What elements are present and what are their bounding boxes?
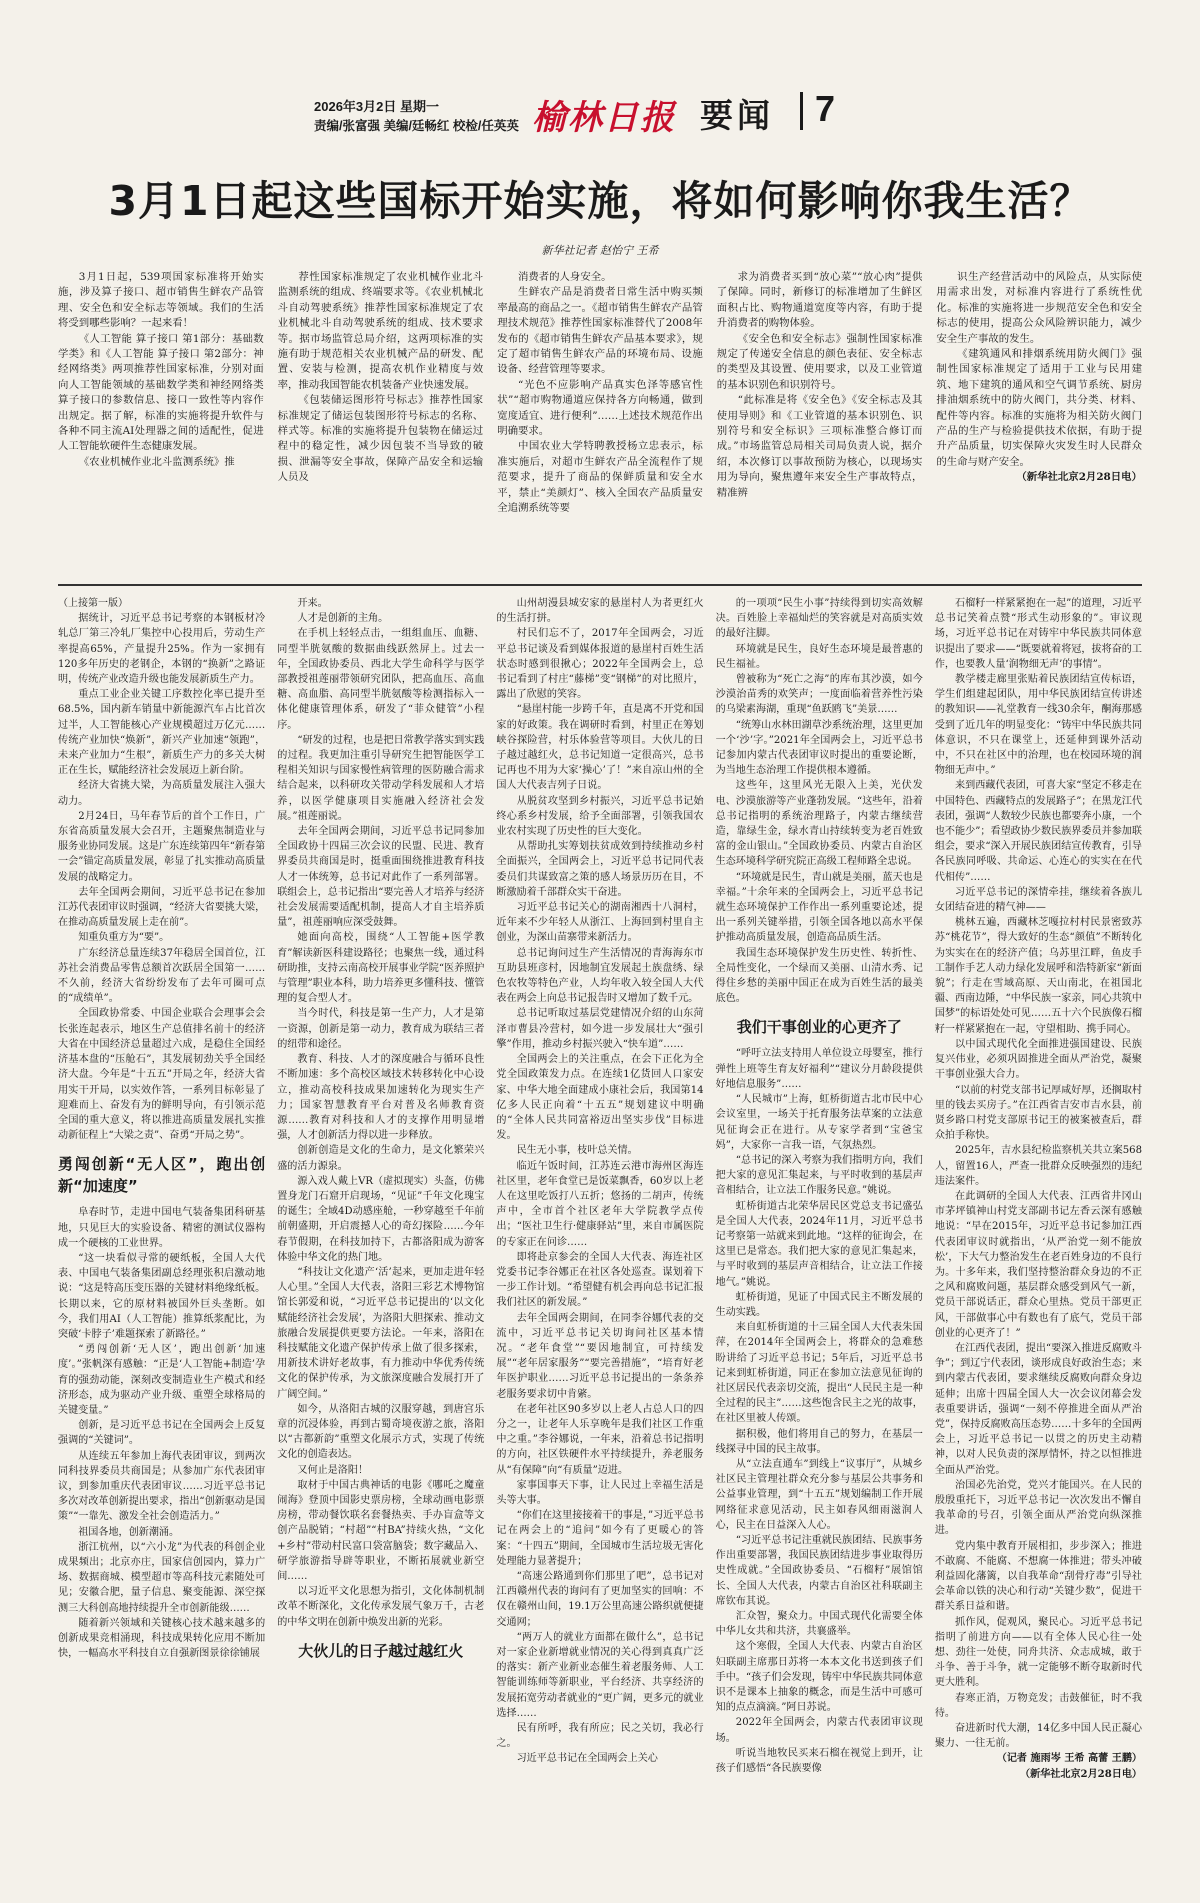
top-column-2 (278, 270, 484, 572)
paragraph: 以中国式现代化全面推进强国建设、民族复兴伟业，必须巩固推进全面从严治党，凝聚干事创业强大合力。 (934, 1038, 1143, 1081)
paragraph: 在老年社区90多岁以上老人占总人口的四分之一，让老年人乐享晚年是我们社区工作重中之重。”李谷娜说，一年来，沿着总书记指明的方向，社区铁硬件水平持续提升，养老服务从“有保障”向“有质量”迈进。 (496, 1403, 704, 1476)
bottom-column-5 (935, 596, 1142, 1886)
bottom-article-columns (58, 596, 1142, 1886)
paragraph: 阜春时节，走进中国电气装备集团科研基地，只见巨大的实验设备、精密的测试仪器构成一个硬核的工业世界。 (58, 1207, 266, 1249)
subheading-innovation: 勇闯创新“无人区”，跑出创新“加速度” (58, 1155, 266, 1196)
paragraph: 总书记询问过生产生活情况的青海海东市互助县班彦村，因地制宜发展起土族盘绣、绿色农牧等特色产业，人均年收入较全国人大代表在两会上向总书记报告时又增加了数千元。 (496, 947, 704, 1005)
paragraph: 人才是创新的主角。 (297, 613, 389, 625)
section-title: 要闻 (700, 97, 774, 134)
paragraph: 知重负重方为“要”。 (78, 932, 170, 944)
bottom-column-5-text-b (935, 1083, 1142, 1752)
paragraph: 来到西藏代表团，可喜大家“坚定不移走在中国特色、西藏特点的发展路子”；在黑龙江代表团，强调“人数较少民族也都要奔小康，一个也不能少”；看望政协少数民族界委员并参加联组会，要求“深入开展民族团结宣传教育，引导各民族同呼吸、共命运、心连心的实实在在代代相传”…… (934, 780, 1143, 883)
paragraph: 习近平总书记的深情牵挂，继续着各族儿女团结奋进的精气神—— (934, 886, 1143, 914)
paragraph: 《农业机械作业北斗监测系统》推 (78, 455, 235, 468)
top-column-3 (497, 270, 703, 572)
bottom-column-4-text-a (716, 596, 923, 1006)
paragraph: 生鲜农产品是消费者日常生活中购买频率最高的商品之一。《超市销售生鲜农产品管理技术规范》推荐性国家标准替代了2008年发布的《超市销售生鲜农产品基本要求》，规定了超市销售生鲜农产品的环境布局、设施设备、经营管理等要求。 (497, 286, 703, 376)
bottom-column-1-text-a (58, 611, 265, 1143)
paragraph: 从帮助扎实筹划扶贫成效到持续推动乡村全面振兴，全国两会上，习近平总书记同代表委员们共谋致富之策的感人场景历历在目，不断激励着千部群众实干奋进。 (496, 841, 704, 898)
paragraph: 去年全国两会期间，习近平总书记在参加江苏代表团审议时强调，“经济大省要挑大梁，在推动高质量发展上走在前”。 (58, 886, 266, 929)
paragraph: 源入戏人戴上VR（虚拟现实）头盔，仿佛置身龙门石窟开启现场，“见证”千年文化瑰宝的诞生；全域4D动感座舱，一秒穿越至千年前前朝盛期，开启震撼人心的奇幻探险……今年春节假期，在科技加持下，古都洛阳成为游客体验中华文化的热门地。 (277, 1175, 485, 1263)
paragraph: 虹桥街道古北荣华居民区党总支书记盛弘是全国人大代表，2024年11月，习近平总书记考察第一站就来到此地。“这样的征询会，在这里已是常态。我们把大家的意见汇集起来，与平时收到的基层声音相结合，让立法工作接地气。”姚说。 (715, 1200, 923, 1288)
top-signoff: （新华社北京2月28日电） (1016, 471, 1142, 484)
paragraph: 2022年全国两会，内蒙古代表团审议现场。 (715, 1717, 923, 1744)
paragraph: 的一项项“民生小事”持续得到切实高效解决。百姓脸上幸福灿烂的笑容就是对高质实效的最好注脚。 (715, 598, 923, 640)
bottom-column-3-text (496, 596, 703, 1767)
paragraph: 《建筑通风和排烟系统用防火阀门》强制性国家标准规定了适用于工业与民用建筑、地下建筑的通风和空气调节系统、厨房排油烟系统中的防火阀门，共分类、材料、配件等内容。标准的实施将为相关防火阀门产品的生产与检验提供技术依据，有助于提升产品质量，切实保障火灾发生时人民群众的生命与财产安全。 (936, 348, 1142, 468)
paragraph: 据积极，他们将用自己的努力，在基层一线探寻中国的民主故事。 (715, 1428, 923, 1455)
paragraph: 去年全国两会期间，在同李谷娜代表的交流中，习近平总书记关切询问社区基本情况。“老年食堂”“要因地制宜，可持续发展”“老年居家服务”“要完善措施”，“培育好老年医护职业……习近平总书记提出的一条条养老服务要求切中肯綮。 (496, 1312, 704, 1400)
paragraph: “两万人的就业方面都在做什么”，总书记对一家企业新增就业情况的关心得到真真广泛的落实：新产业新业态催生着老服务师、人工智能训练师等新职业，平台经济、共享经济的发展拓宽劳动者就业的“更广阔，更多元的就业选择…… (496, 1631, 704, 1719)
paragraph: 教学楼走廊里张贴着民族团结宣传标语，学生们组建起团队，用中华民族团结宣传讲述的教知识——礼堂教育一线30余年，酮海那感受到了近几年的明显变化：“铸牢中华民族共同体意识，不只在课堂上，还延伸到课外活动中，不只在社区中的治理，也在校园环境的润物细无声中。” (934, 674, 1143, 777)
paragraph: 总书记听取过基层党建情况介绍的山东菏泽市曹县冷营村，如今进一步发展壮大“强引擎”作用，推动乡村振兴驶入“快车道”…… (496, 1008, 704, 1050)
paragraph: 临近午饭时间，江苏连云港市海州区海连社区里，老年食堂已是饭菜飘香，60岁以上老人在这里吃饭打八五折；悠扬的二胡声，传统声中，全市首个社区老年大学院教学点传出；“医社卫生行·健康驿站”里，来自市属医院的专家正在问诊…… (496, 1160, 704, 1248)
continuation-label: （上接第一版） (58, 598, 128, 609)
paragraph: 当今时代，科技是第一生产力，人才是第一资源，创新是第一动力，教育成为联结三者的纽带和途径。 (277, 1008, 485, 1050)
bottom-column-2-text (277, 596, 484, 1630)
paragraph: 石榴籽一样紧紧抱在一起”的道理，习近平总书记笑着点赞“形式生动形象的”。审议现场，习近平总书记在对铸牢中华民族共同体意识提出了要求——“既要就着将冠，拔将奋的工作，也要教人量‘润物细无声’的事情”。 (934, 598, 1143, 670)
paragraph: 中国农业大学特聘教授杨立忠表示，标准实施后，对超市生鲜农产品全流程作了规范要求，提升了商品的保鲜质量和安全水平，禁止“美颜灯”、核入全国农产品质量安全追溯系统等要 (497, 440, 703, 515)
paragraph: “研发的过程，也是把日常教学落实到实践的过程。我更加注重引导研究生把智能医学工程相关知识与国家慢性病管理的医防融合需求结合起来，以科研攻关带动学科发展和人才培养，以医学健康项目实施融入经济社会发展。”祖莲丽说。 (277, 734, 485, 822)
paragraph: 奋进新时代大潮，14亿多中国人民正凝心聚力、一往无前。 (934, 1723, 1143, 1750)
section-divider (58, 584, 1142, 586)
paragraph: “人民城市”上海，虹桥街道古北市民中心会议室里，一场关于托育服务法草案的立法意见征询会正在进行。从专家学者到“宝爸宝妈”，大家你一言我一语，气氛热烈。 (715, 1094, 923, 1151)
paragraph: 全国政协常委、中国企业联合会理事会会长张连起表示，地区生产总值排名前十的经济大省在中国经济总量超过六成，是稳住全国经济基本盘的“压舱石”，其发展韧劲关乎全国经济大盘。今年是“十五五”开局之年，经济大省用实干开局，以实效作答，一系列目标彰显了迎难而上、奋发有为的鲜明导向，有引领示范全国的重大意义，将以推进高质量发展扎实推动新征程上“大梁之责”、奋勇“开局之势”。 (58, 1008, 266, 1142)
paragraph: 从脱贫攻坚到乡村振兴，习近平总书记始终心系乡村发展，给予全面部署，引领我国农业农村实现了历史性的巨大变化。 (496, 795, 704, 838)
article-headline: 3月1日起这些国标开始实施，将如何影响你我生活？ (108, 177, 1092, 225)
paragraph: 开来。 (297, 598, 328, 609)
paragraph: 抓作风，促观风，聚民心。习近平总书记指明了前进方向——以有全体人民心往一处想、劲往一处使，同舟共济、众志成城，敢于斗争、善于斗争，就一定能够不断夺取新时代更大胜利。 (934, 1616, 1143, 1689)
paragraph: 春寒正消，万物竞发；击鼓催征，时不我待。 (934, 1692, 1143, 1719)
paragraph: 我国生态环境保护发生历史性、转折性、全局性变化，一个绿而又美丽、山清水秀、记得住乡愁的美丽中国正在成为百姓生活的最美底色。 (715, 947, 923, 1005)
paragraph: 民生无小事，枝叶总关情。 (516, 1145, 638, 1157)
paragraph: 来自虹桥街道的十三届全国人大代表朱国萍，在2014年全国两会上，将群众的急难愁盼讲给了习近平总书记；5年后，习近平总书记来到虹桥街道，同正在参加立法意见征询的社区居民代表亲切交流，提出“人民民主是一种全过程的民主”……这些饱含民主之光的故事，在社区里被人传颂。 (715, 1322, 923, 1425)
paragraph: 识生产经营活动中的风险点，从实际使用需求出发，对标准内容进行了系统性优化。标准的实施将进一步规范安全色和安全标志的使用，提高公众风险辨识能力，减少安全生产事故的发生。 (936, 271, 1142, 345)
paragraph: 在江西代表团，提出“要深入推进反腐败斗争”；到辽宁代表团，谈形成良好政治生态；来到内蒙古代表团，要求继续反腐败向群众身边延伸；出席十四届全国人大一次会议闭幕会发表重要讲话，强调“一刻不停推进全面从严治党”，保持反腐败高压态势……十多年的全国两会上，习近平总书记一以贯之的历史主动精神，以对人民负责的深厚情怀，持之以恒推进全面从严治党。 (934, 1342, 1143, 1476)
subheading-prosperity: 大伙儿的日子越过越红火 (298, 1641, 464, 1660)
paragraph: 《安全色和安全标志》强制性国家标准规定了传递安全信息的颜色表征、安全标志的类型及其设置、使用要求，以及工业管道的基本识别色和识别符号。 (716, 332, 923, 391)
paragraph: 这个寒假，全国人大代表、内蒙古自治区妇联副主席那日苏将一本本文化书送到孩子们手中。“孩子们会发现，铸牢中华民族共同体意识不是课本上抽象的概念，而是生活中可感可知的点点滴滴。”阿日苏说。 (715, 1641, 923, 1714)
paragraph: 虹桥街道，见证了中国式民主不断发展的生动实践。 (715, 1291, 923, 1318)
paragraph: 山州胡漫县城安家的悬崖村人为者更红火的生活打拼。 (496, 598, 704, 625)
paragraph: “统筹山水林田湖草沙系统治理，这里更加一个‘沙’字。”2021年全国两会上，习近平总书记参加内蒙古代表团审议时提出的重要论断，为当地生态治理工作提供根本遵循。 (715, 719, 923, 777)
paragraph: 以习近平文化思想为指引，文化体制机制改革不断深化，文化传承发展气象万千，古老的中华文明在创新中焕发出新的光彩。 (277, 1586, 485, 1628)
paragraph: 如今，从洛阳古城的汉服穿越，到唐宫乐章的沉浸体验，再到古蜀奇境夜游之旅，洛阳以“古都新韵”重塑文化展示方式，实现了传统文化的创造表达。 (277, 1403, 485, 1461)
paragraph: 在此调研的全国人大代表、江西省井冈山市茅坪镇神山村党支部副书记左香云深有感触地说：“早在2015年，习近平总书记参加江西代表团审议时就指出，‘从严治党一刻不能放松’，下大气力整治发生在老百姓身边的不良行为。十多年来，我们坚持整治群众身边的不正之风和腐败问题，基层群众感受到风气一新，党员干部说话正，群众心里热。党员干部更正风，干部做事心中有数也有了底气，党员干部创业的心更齐了！” (934, 1190, 1143, 1339)
paragraph: 广东经济总量连续37年稳居全国首位，江苏社会消费品零售总额首次跃居全国第一……不久前，经济大省纷纷发布了去年可圈可点的“成绩单”。 (58, 947, 266, 1005)
top-column-5-text (936, 270, 1142, 470)
paragraph: 民有所呼，我有所应；民之关切，我必行之。 (496, 1723, 704, 1750)
paragraph: 《人工智能 算子接口 第1部分：基础数学类》和《人工智能 算子接口 第2部分：神经网络类》两项推荐性国家标准，分别对面向人工智能领域的基础数学类和神经网络类算子接口的参数信息、接口一致性等内容作出规定。据了解，标准的实施将提升软件与各种不同主流AI处理器之间的适配性，促进人工智能软硬件生态健康发展。 (58, 332, 264, 453)
masthead (0, 88, 1200, 142)
paragraph: 消费者的人身安全。 (517, 271, 612, 283)
masthead-divider (800, 92, 803, 130)
paragraph: “环境就是民生，青山就是美丽，蓝天也是幸福。”十余年来的全国两会上，习近平总书记就生态环境保护工作作出一系列重要论述，提出一系列关键举措，引领全国各地以高水平保护推动高质量发展，创造高品质生活。 (715, 871, 923, 944)
paragraph: 据统计，习近平总书记考察的本钢板材冷轧总厂第三冷轧厂集控中心投用后，劳动生产率提高65%，产量提升25%。作为一家拥有120多年历史的老钢企，本钢的“换新”之路证明，传统产业改造升级也能发展新质生产力。 (58, 613, 266, 686)
paragraph: 2月24日，马年春节后的首个工作日，广东省高质量发展大会召开，主题聚焦制造业与服务业协同发展。这是广东连续第四年“新春第一会”锚定高质量发展，彰显了扎实推动高质量发展的战略定力。 (58, 810, 266, 883)
paragraph: 治国必先治党，党兴才能国兴。在人民的殷殷重托下，习近平总书记一次次发出不懈自我革命的号召，引领全面从严治党向纵深推进。 (934, 1479, 1143, 1537)
issue-date: 2026年3月2日 星期一 (314, 99, 439, 114)
paragraph: 在手机上轻轻点击，一组组血压、血糖、同型半胱氨酸的数据曲线跃然屏上。过去一年，全国政协委员、西北大学生命科学与医学部教授祖莲丽带领研究团队，把高血压、高血糖、高血脂、高同型半胱氨酸等检测指标入一体化健康管理体系，研发了“菲众健管”小程序。 (277, 628, 485, 731)
subheading-unity: 我们干事创业的心更齐了 (736, 1018, 902, 1037)
paragraph: 家事国事天下事，让人民过上幸福生活是头等大事。 (496, 1479, 704, 1506)
paragraph: 从连续五年参加上海代表团审议，到两次同科技界委员共商国是；从参加广东代表团审议，到参加重庆代表团审议……习近平总书记多次对改革创新提出要求，指出“创新驱动是国策”“一靠先、激发全社会创造活力。” (58, 1450, 266, 1523)
paragraph: 重点工业企业关键工序数控化率已提升至68.5%，国内新车销量中新能源汽车占比首次过半，人工智能核心产业规模超过万亿元……传统产业加快“焕新”，新兴产业加速“领跑”，未来产业加力“生根”，新质生产力的多关大树正在生长，赋能经济社会发展迈上新台阶。 (58, 689, 266, 777)
paragraph: 又何止是洛阳！ (297, 1464, 369, 1476)
paragraph: 汇众智，聚众力。中国式现代化需要全体中华儿女共和共济，共襄盛举。 (715, 1611, 923, 1638)
paragraph: 《包装储运图形符号标志》推荐性国家标准规定了储运包装图形符号标志的名称、样式等。标准的实施将提升包装物在储运过程中的稳定性，减少因包装不当导致的破损、泄漏等安全事故，保障产品安全和运输人员及 (277, 394, 484, 484)
bottom-column-3 (496, 596, 703, 1886)
paragraph: “呼吁立法支持用人单位设立母婴室，推行弹性上班等生育友好福利”“建议分月龄段提供好地信息服务”…… (715, 1048, 923, 1090)
paragraph: 全国两会上的关注重点，在会下正化为全党全国政策发力点。在连续1亿货回人口家安家、中华大地全面建成小康社会后，我国第14亿多人民正向着“十五五”规划建议中明确的“全体人民共同富裕迈出坚实步伐”目标进发。 (496, 1054, 704, 1142)
paragraph: “以前的村党支部书记厚咸好厚，还搁取村里的钱去买房子。”在江西省吉安市吉水县，前贤乡路口村党支部原书记王的被案被查后，群众拍手称快。 (934, 1084, 1143, 1142)
page-number: 7 (815, 88, 836, 129)
paragraph: “此标准是将《安全色》《安全标志及其使用导则》和《工业管道的基本识别色、识别符号和安全标识》三项标准整合修订而成。”市场监管总局相关司局负责人说，据介绍，本次修订以事故预防为核心，以现场实用为导向，聚焦遵年来安全生产事故特点，精准辨 (716, 394, 923, 499)
paragraph: “这一块看似寻常的硬纸板，全国人大代表、中国电气装备集团副总经理张积启激动地说：“这是特高压变压器的关键材料绝缘纸板。长期以来，它的原材料被国外巨头垄断。如今，我们用AI（人工智能）推算纸浆配比，为突破‘卡脖子’难题探索了新路径。” (58, 1252, 266, 1340)
paragraph: “总书记的深入考察为我们指明方向，我们把大家的意见汇集起来，与平时收到的基层声音相结合，让立法工作服务民意。”姚说。 (715, 1154, 923, 1197)
article-byline: 新华社记者 赵怡宁 王希 (541, 244, 659, 257)
paragraph: 听说当地牧民买来石榴在视觉上到开，让孩子们感悟“各民族要像 (715, 1747, 923, 1775)
paragraph: 环境就是民生，良好生态环境是最普惠的民生福祉。 (715, 643, 923, 670)
paragraph: 随着新兴领域和关键核心技术越来越多的创新成果竞相涌现，科技成果转化应用不断加快，一幅高水平科技自立自强新图景徐徐铺展 (58, 1617, 266, 1660)
bottom-dateline: （新华社北京2月28日电） (1020, 1768, 1143, 1780)
paragraph: 习近平总书记在全国两会上关心 (516, 1753, 658, 1765)
paragraph: 党内集中教育开展相扣，步步深入；推进不敢腐、不能腐、不想腐一体推进；带头冲破利益固化藩篱，以自我革命“刮骨疗毒”引导社会革命以铁的决心和行动“关键少数”，促进干群关系日益和谐。 (934, 1540, 1143, 1613)
bottom-column-2 (277, 596, 484, 1886)
paragraph: 曾被称为“死亡之海”的库布其沙漠，如今沙漠治苗秀的欢笑声；一度面临着营养性污染的乌梁素海湖，重现“鱼跃鸥飞”美景…… (715, 674, 923, 716)
bottom-column-5-text-a (935, 596, 1142, 1083)
paragraph: 去年全国两会期间，习近平总书记同参加全国政协十四届三次会议的民盟、民进、教育界委员共商国是时，挺重面围绕推进教育科技人才一体统筹，总书记对此作了一系列部署。联组会上，总书记指出“要完善人才培养与经济社会发展需要适配机制，提高人才自主培养质量”，祖莲丽响应深受鼓舞。 (277, 826, 485, 929)
paragraph: “勇闯创新‘无人区’，跑出创新‘加速度’。”张帆深有感触：“正是‘人工智能+制造’孕育的强劲动能，深刻改变制造业生产模式和经济形态，成为驱动产业升级、重塑全球格局的关键变量。” (58, 1344, 266, 1416)
paragraph: “你们在这里接接着干的事是，”习近平总书记在两会上的“追问”如今有了更暖心的答案：“十四五”期间，全国城市生活垃圾无害化处理能力显著提升； (496, 1510, 704, 1567)
bottom-column-4 (716, 596, 923, 1886)
editor-credits: 责编/张富强 美编/廷畅红 校检/任英英 (314, 119, 519, 133)
paragraph: 这些年，这里风光无限入上美，光伏发电、沙漠旅游等产业蓬勃发展。“这些年，沿着总书记指明的系统治理路子，内蒙古继续营造，靠绿生金，绿水青山持续转变为老百姓致富的金山银山。”全国政协委员、内蒙古自治区生态环境科学研究院正高级工程师路全忠说。 (715, 780, 923, 868)
paragraph: 创新，是习近平总书记在全国两会上反复强调的“关键词”。 (58, 1420, 266, 1447)
top-column-4 (717, 270, 923, 572)
bottom-column-4-text-b (716, 1046, 923, 1776)
paragraph: “悬崖村能一步跨千年，直是离不开党和国家的好政策。我在调研时看到，村里正在筹划峡谷探险营，村乐体验营等项目。大伙儿的日子越过越红火，总书记知道一定很高兴，总书记再也不用为大家‘操心’了！”来自凉山州的全国人大代表吉列子日说。 (496, 704, 704, 792)
paragraph: 3月1日起，539项国家标准将开始实施，涉及算子接口、超市销售生鲜农产品管理、安全色和安全标志等领域。我们的生活将受到哪些影响？一起来看！ (58, 271, 264, 330)
paragraph: 祖国各地，创新潮涌。 (78, 1526, 180, 1538)
paragraph: 荐性国家标准规定了农业机械作业北斗监测系统的组成、终端要求等。《农业机械北斗自动驾驶系统》推荐性国家标准规定了农业机械北斗自动驾驶系统的组成、技术要求等。据市场监管总局介绍，这两项标准的实施有助于规范相关农业机械产品的研发、配置、安装与检测，提高农机作业精度与效率，推动我国智能农机装备产业快速发展。 (277, 271, 484, 391)
paragraph: 经济大省挑大梁，为高质量发展注入强大动力。 (58, 780, 266, 807)
paragraph: “科技让文化遗产‘活’起来，更加走进年轻人心里。”全国人大代表，洛阳三彩艺术博物馆馆长郭爱和说，“习近平总书记提出的‘以文化赋能经济社会发展’，为洛阳大胆探索、推动文旅融合发展提供更要方法论。一年来，洛阳在科技赋能文化遗产保护传承上做了很多探索，用新技术讲好老故事，有力推动中华优秀传统文化的保护传承，为文旅深度融合发展打开了广阔空间。” (277, 1266, 485, 1400)
paragraph: 2025年，吉水县纪检监察机关共立案568人，留置16人，严查一批群众反映强烈的违纪违法案件。 (934, 1145, 1143, 1187)
paragraph: 桃林五遍，西藏林芝嘎拉村村民景密致苏苏“桃花节”，得大致好的生态“颜值”不断转化为实实在在的经济产值；乌苏里江畔，鱼皮手工制作手艺人动力绿化发展呼和浩特新家“新面貌”；行走在雪域高原、天山南北，在祖国北疆、西南边陲，“中华民族一家亲，同心共筑中国梦”的标语处处可见……五十六个民族像石榴籽一样紧紧抱在一起，守望相助、携手同心。 (934, 917, 1143, 1035)
top-column-1 (58, 270, 264, 572)
bottom-column-1-text-b (58, 1205, 265, 1661)
paragraph: 浙江杭州，以“六小龙”为代表的科创企业成果频出；北京亦庄，国家信创园内，算力广场、数据商城、模型超市等高科技元素随处可见；安徽合肥，量子信息、聚变能源、深空探测三大科创高地持续提升全市创新能级…… (58, 1541, 266, 1614)
top-article-columns (58, 270, 1142, 572)
paragraph: 她面向高校，围绕“人工智能+医学教育”解读新医科建设路径；也聚焦一线，通过科研助推，支持云南高校开展事业学院“医养照护与管理”职业本科，助力培养更多懂科技、懂管理的复合型人才。 (277, 932, 485, 1005)
newspaper-logo: 榆林日报 (532, 98, 676, 138)
bottom-signoff: （记者 施雨岑 王希 高蕾 王鹏） (996, 1753, 1143, 1765)
paragraph: 创新创造是文化的生命力，是文化繁荣兴盛的活力源泉。 (277, 1145, 485, 1172)
bottom-column-1 (58, 596, 265, 1886)
paragraph: “光色不应影响产品真实色泽等感官性状”“超市购物通道应保持各方向畅通，做到宽度适宜、进行便利”……上述技术规范作出明确要求。 (497, 378, 703, 438)
paragraph: 教育、科技、人才的深度融合与循环良性不断加速：多个高校区域技术转移转化中心设立，推动高校科技成果加速转化为现实生产力；国家智慧教育平台对普及名师教育资源……教育对科技和人才的支撑作用明显增强，人才创新活力得以进一步释放。 (277, 1054, 485, 1142)
paragraph: 求为消费者买到“放心菜”“放心肉”提供了保障。同时，新修订的标准增加了生鲜区面积占比、购物通道宽度等内容，有助于提升消费者的购物体验。 (716, 271, 923, 330)
paragraph: 习近平总书记关心的湖南湘西十八洞村，近年来不少年轻人从浙江、上海回到村里自主创业，为深山苗寨带来新活力。 (496, 902, 704, 944)
paragraph: 从“立法直通车”到线上“议事厅”，从城乡社区民主管理社群众充分参与基层公共事务和公益事业管理，到“十五五”规划编制工作开展网络征求意见活动，民主如春风细雨滋润人心，民主在日益深入人心。 (715, 1458, 923, 1531)
paragraph: “高速公路通到你们那里了吧”，总书记对江西赣州代表的询问有了更加坚实的回响：不仅在赣州山间，19.1万公里高速公路织就便捷交通网； (496, 1571, 704, 1628)
paragraph: 即将赴京参会的全国人大代表、海连社区党委书记李谷娜正在社区各处巡查。谋划着下一步工作计划。“希望健有机会再向总书记汇报我们社区的新发展。” (496, 1251, 704, 1309)
paragraph: 村民们忘不了，2017年全国两会，习近平总书记谈及看到媒体报道的悬崖村百姓生活状态时感到很揪心；2022年全国两会上，总书记看到了村庄“藤梯”变“钢梯”的对比照片，露出了欣慰的笑容。 (496, 628, 704, 701)
top-column-5 (936, 270, 1142, 572)
paragraph: “习近平总书记注重就民族团结、民族事务作出重要部署，我国民族团结进步事业取得历史性成就。”全国政协委员、“石榴籽”展馆馆长、全国人大代表，内蒙古自治区社科联副主席钦布其说。 (715, 1534, 923, 1607)
paragraph: 取材于中国古典神话的电影《哪吒之魔童闹海》登顶中国影史票房榜，全球动画电影票房榜，带动餐饮联名套餐热卖、手办盲盒等文创产品脱销；“村超”“村BA”持续火热，“文化+乡村”带动村民富口袋富脑袋；数字藏品入、研学旅游指导辟等职业，不断拓展就业新空间…… (277, 1479, 485, 1582)
